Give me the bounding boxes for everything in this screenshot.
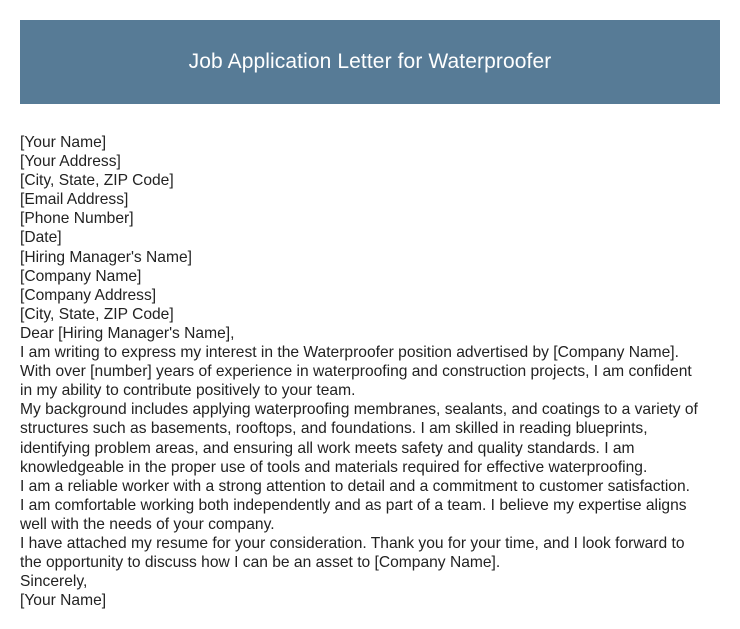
paragraph-line: structures such as basements, rooftops, and foundations. I am skilled in reading blueprints, xyxy=(20,420,648,438)
header-banner xyxy=(20,20,720,104)
paragraph-line: identifying problem areas, and ensuring all work meets safety and quality standards. I am xyxy=(20,439,635,457)
paragraph-line: I have attached my resume for your consideration. Thank you for your time, and I look forward to xyxy=(20,534,685,552)
paragraph-line: in my ability to contribute positively to your team. xyxy=(20,382,356,400)
salutation: Dear [Hiring Manager's Name], xyxy=(20,324,235,342)
paragraph-line: I am comfortable working both independently and as part of a team. I believe my expertise aligns xyxy=(20,496,687,514)
paragraph-line: With over [number] years of experience in waterproofing and construction projects, I am confident xyxy=(20,363,692,381)
paragraph-line: My background includes applying waterproofing membranes, sealants, and coatings to a variety of xyxy=(20,401,698,419)
closing: Sincerely, xyxy=(20,573,88,591)
sender-phone: [Phone Number] xyxy=(20,210,134,228)
recipient-name: [Hiring Manager's Name] xyxy=(20,248,192,266)
letter-date: [Date] xyxy=(20,229,62,247)
signature-name: [Your Name] xyxy=(20,592,107,610)
sender-city-state-zip: [City, State, ZIP Code] xyxy=(20,172,174,190)
paragraph-line: I am a reliable worker with a strong attention to detail and a commitment to customer satisfaction. xyxy=(20,477,690,495)
sender-email: [Email Address] xyxy=(20,191,129,209)
page-title: Job Application Letter for Waterproofer xyxy=(188,50,552,73)
sender-address: [Your Address] xyxy=(20,153,121,171)
letter-body xyxy=(20,133,724,610)
recipient-company: [Company Name] xyxy=(20,267,142,285)
paragraph-line: well with the needs of your company. xyxy=(20,515,275,533)
paragraph-line: I am writing to express my interest in the Waterproofer position advertised by [Company Name]. xyxy=(20,344,679,362)
recipient-company-address: [Company Address] xyxy=(20,286,157,304)
recipient-city-state-zip: [City, State, ZIP Code] xyxy=(20,305,174,323)
sender-name: [Your Name] xyxy=(20,134,107,151)
paragraph-line: the opportunity to discuss how I can be an asset to [Company Name]. xyxy=(20,554,501,572)
paragraph-line: knowledgeable in the proper use of tools and materials required for effective waterproofing. xyxy=(20,458,648,476)
